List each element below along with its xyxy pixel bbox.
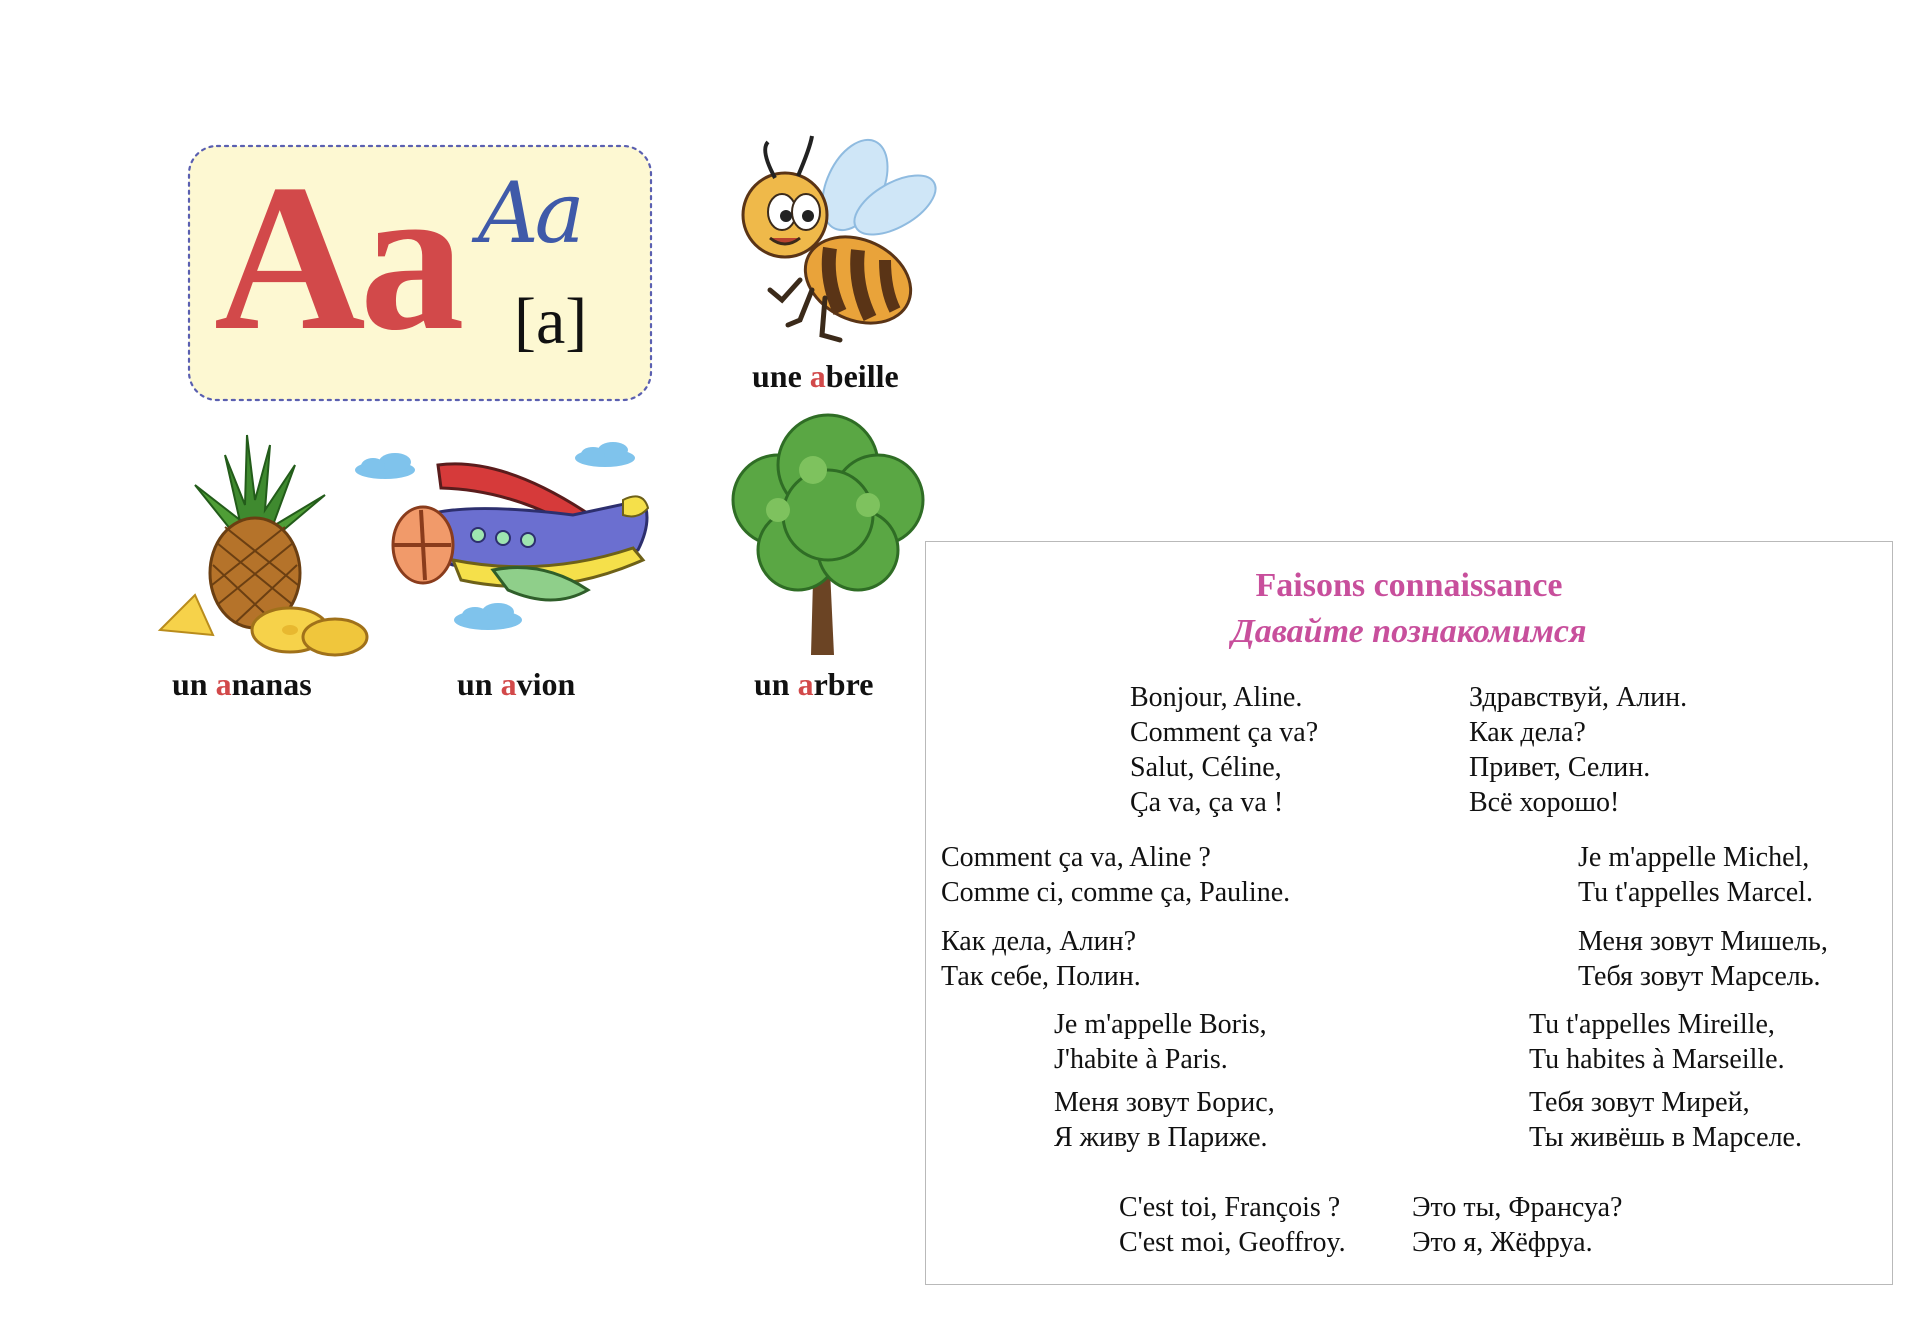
stanza-bonjour-ru: Здравствуй, Алин. Как дела? Привет, Селин. Всё хорошо! (1469, 682, 1688, 818)
stanza-comment-ca-va-fr: Comment ça va, Aline ? Comme ci, comme ça, Pauline. (941, 842, 1291, 908)
title-russian: Давайте познакомимся (1231, 613, 1587, 650)
stanza-francois-ru: Это ты, Франсуа? Это я, Жёфруа. (1412, 1192, 1623, 1258)
stanza-michel-fr: Je m'appelle Michel, Tu t'appelles Marcel. (1578, 842, 1813, 908)
pineapple-illustration (155, 425, 370, 660)
word-un-ananas: un ananas (172, 666, 312, 702)
stanza-comment-ca-va-ru: Как дела, Алин? Так себе, Полин. (941, 926, 1141, 992)
word-une-abeille: une abeille (752, 358, 899, 394)
letter-card (186, 143, 654, 403)
stanza-mireille-fr: Tu t'appelles Mireille, Tu habites à Marseille. (1529, 1009, 1785, 1075)
phonetic-transcription: [a] (514, 285, 588, 358)
stanza-bonjour-fr: Bonjour, Aline. Comment ça va? Salut, Céline, Ça va, ça va ! (1130, 682, 1319, 818)
word-un-arbre: un arbre (754, 666, 874, 702)
script-letter-aa: Aa (478, 164, 581, 262)
dialogue-panel (925, 541, 1893, 1285)
capital-letter-aa: Aa (214, 142, 459, 374)
word-un-avion: un avion (457, 666, 576, 702)
stanza-mireille-ru: Тебя зовут Мирей, Ты живёшь в Марселе. (1529, 1087, 1802, 1153)
stanza-michel-ru: Меня зовут Мишель, Тебя зовут Марсель. (1578, 926, 1828, 992)
bee-illustration (730, 130, 945, 350)
airplane-illustration (343, 440, 653, 640)
stanza-boris-fr: Je m'appelle Boris, J'habite à Paris. (1054, 1009, 1267, 1075)
stanza-francois-fr: C'est toi, François ? C'est moi, Geoffroy. (1119, 1192, 1346, 1258)
title-french: Faisons connaissance (1255, 567, 1563, 604)
stanza-boris-ru: Меня зовут Борис, Я живу в Париже. (1054, 1087, 1275, 1153)
tree-illustration (718, 410, 933, 655)
